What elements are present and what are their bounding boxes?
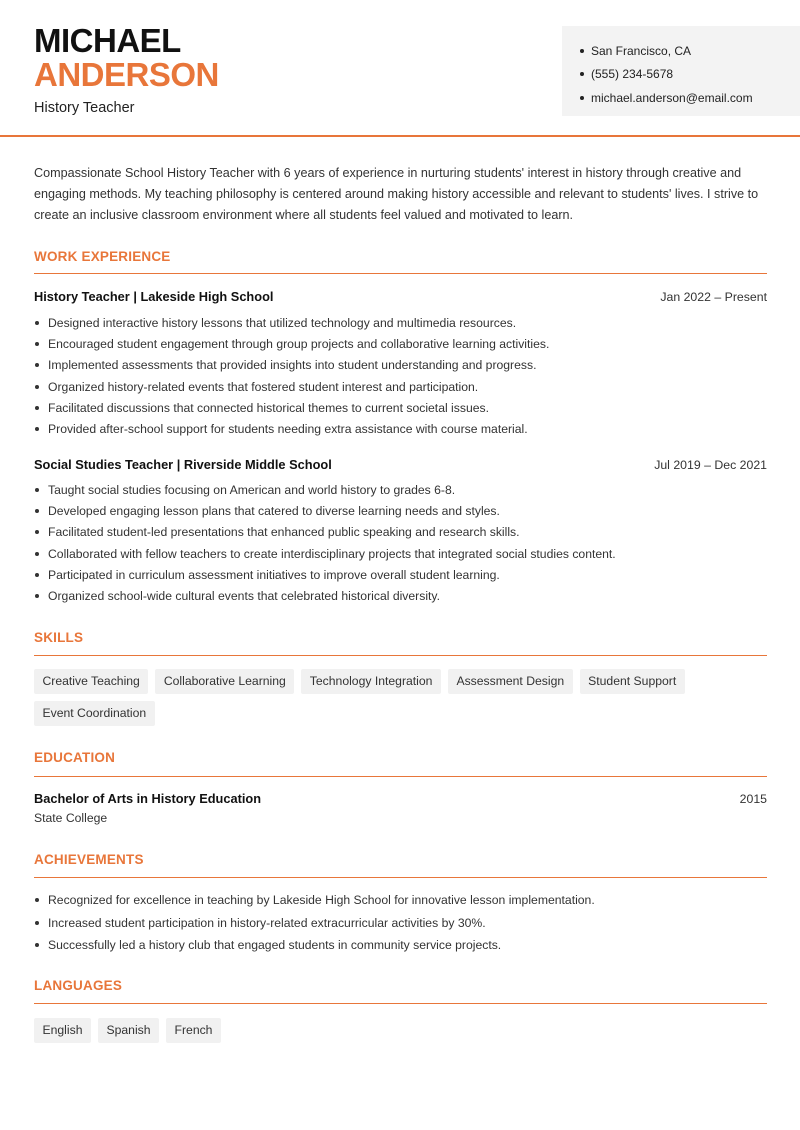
section-divider (34, 877, 767, 878)
list-item (34, 889, 767, 912)
section-divider (34, 655, 767, 656)
bullet-text: Collaborated with fellow teachers to create interdisciplinary projects that integrated social studies content. (48, 546, 616, 561)
bullet-icon (35, 530, 39, 534)
language-tag: Spanish (98, 1018, 159, 1043)
list-item (34, 355, 767, 376)
bullet-icon (35, 488, 39, 492)
bullet-icon (35, 552, 39, 556)
job-bullets (34, 312, 767, 440)
job-dates: Jan 2022 – Present (660, 290, 767, 304)
bullet-text: Encouraged student engagement through group projects and collaborative learning activities. (48, 336, 550, 351)
contact-phone (580, 63, 800, 87)
section-divider (34, 1003, 767, 1004)
bullet-text: Organized history-related events that fostered student interest and participation. (48, 379, 479, 394)
bullet-icon (35, 898, 39, 902)
list-item (34, 376, 767, 397)
bullet-text: Developed engaging lesson plans that catered to diverse learning needs and styles. (48, 503, 500, 518)
section-divider (34, 273, 767, 274)
language-tag: English (34, 1018, 91, 1043)
bullet-icon (35, 342, 39, 346)
bullet-icon (35, 594, 39, 598)
graduation-year: 2015 (739, 792, 767, 806)
bullet-text: Provided after-school support for students needing extra assistance with course material. (48, 422, 528, 437)
bullet-icon (35, 406, 39, 410)
skill-tag: Collaborative Learning (155, 669, 294, 694)
skill-tag: Assessment Design (448, 669, 573, 694)
location-text: San Francisco, CA (591, 43, 692, 58)
list-item (34, 912, 767, 935)
job-role: History Teacher | Lakeside High School (34, 289, 274, 304)
job-bullets (34, 479, 767, 607)
list-item (34, 397, 767, 418)
bullet-icon (35, 509, 39, 513)
email-text: michael.anderson@email.com (591, 90, 753, 105)
phone-text: (555) 234-5678 (591, 67, 674, 82)
bullet-icon (580, 49, 584, 53)
bullet-text: Taught social studies focusing on American and world history to grades 6-8. (48, 482, 456, 497)
bullet-icon (35, 321, 39, 325)
list-item (34, 500, 767, 521)
bullet-text: Successfully led a history club that engaged students in community service projects. (48, 938, 502, 953)
bullet-text: Facilitated discussions that connected historical themes to current societal issues. (48, 400, 489, 415)
bullet-text: Facilitated student-led presentations that enhanced public speaking and research skills. (48, 525, 520, 540)
bullet-icon (35, 363, 39, 367)
bullet-text: Implemented assessments that provided insights into student understanding and progress. (48, 358, 537, 373)
job-header (34, 289, 767, 304)
degree: Bachelor of Arts in History Education (34, 791, 262, 806)
bullet-icon (35, 573, 39, 577)
list-item (34, 312, 767, 333)
education-heading: EDUCATION (34, 750, 116, 765)
contact-location (580, 39, 800, 63)
job-header (34, 457, 767, 472)
skill-tag: Technology Integration (301, 669, 441, 694)
language-tag: French (166, 1018, 221, 1043)
bullet-text: Designed interactive history lessons that utilized technology and multimedia resources. (48, 315, 517, 330)
summary-paragraph: Compassionate School History Teacher with 6 years of experience in nurturing students' interest in history through creative and engaging methods. My teaching philosophy is centered around making history accessible and relevant to students' lives. I strive to create an inclusive classroom environment where all students feel valued and motivated to learn. (34, 166, 759, 222)
bullet-icon (35, 385, 39, 389)
achievement-bullets (34, 889, 767, 957)
job-title: History Teacher (34, 100, 135, 116)
bullet-icon (580, 96, 584, 100)
contact-box (562, 26, 800, 116)
skill-tag: Student Support (580, 669, 685, 694)
work-experience-heading: WORK EXPERIENCE (34, 249, 171, 264)
list-item (34, 522, 767, 543)
bullet-icon (35, 427, 39, 431)
skills-tags (34, 669, 767, 732)
list-item (34, 418, 767, 439)
resume-header (0, 0, 800, 137)
section-divider (34, 776, 767, 777)
list-item (34, 934, 767, 957)
school-name: State College (34, 811, 108, 825)
languages-heading: LANGUAGES (34, 978, 123, 993)
skill-tag: Creative Teaching (34, 669, 148, 694)
bullet-icon (35, 921, 39, 925)
list-item (34, 564, 767, 585)
bullet-text: Recognized for excellence in teaching by Lakeside High School for innovative lesson implementation. (48, 893, 595, 908)
skill-tag: Event Coordination (34, 701, 155, 726)
job-dates: Jul 2019 – Dec 2021 (654, 458, 767, 472)
language-tags (34, 1018, 767, 1050)
list-item (34, 479, 767, 500)
job-role: Social Studies Teacher | Riverside Middle School (34, 457, 332, 472)
list-item (34, 585, 767, 606)
achievements-heading: ACHIEVEMENTS (34, 852, 144, 867)
list-item (34, 543, 767, 564)
bullet-icon (580, 72, 584, 76)
last-name: ANDERSON (34, 56, 219, 93)
bullet-icon (35, 943, 39, 947)
first-name: MICHAEL (34, 22, 181, 59)
bullet-text: Organized school-wide cultural events that celebrated historical diversity. (48, 589, 440, 604)
list-item (34, 333, 767, 354)
education-header (34, 791, 767, 806)
skills-heading: SKILLS (34, 630, 84, 645)
bullet-text: Participated in curriculum assessment initiatives to improve overall student learning. (48, 567, 500, 582)
contact-email (580, 86, 800, 110)
bullet-text: Increased student participation in history-related extracurricular activities by 30%. (48, 915, 486, 930)
